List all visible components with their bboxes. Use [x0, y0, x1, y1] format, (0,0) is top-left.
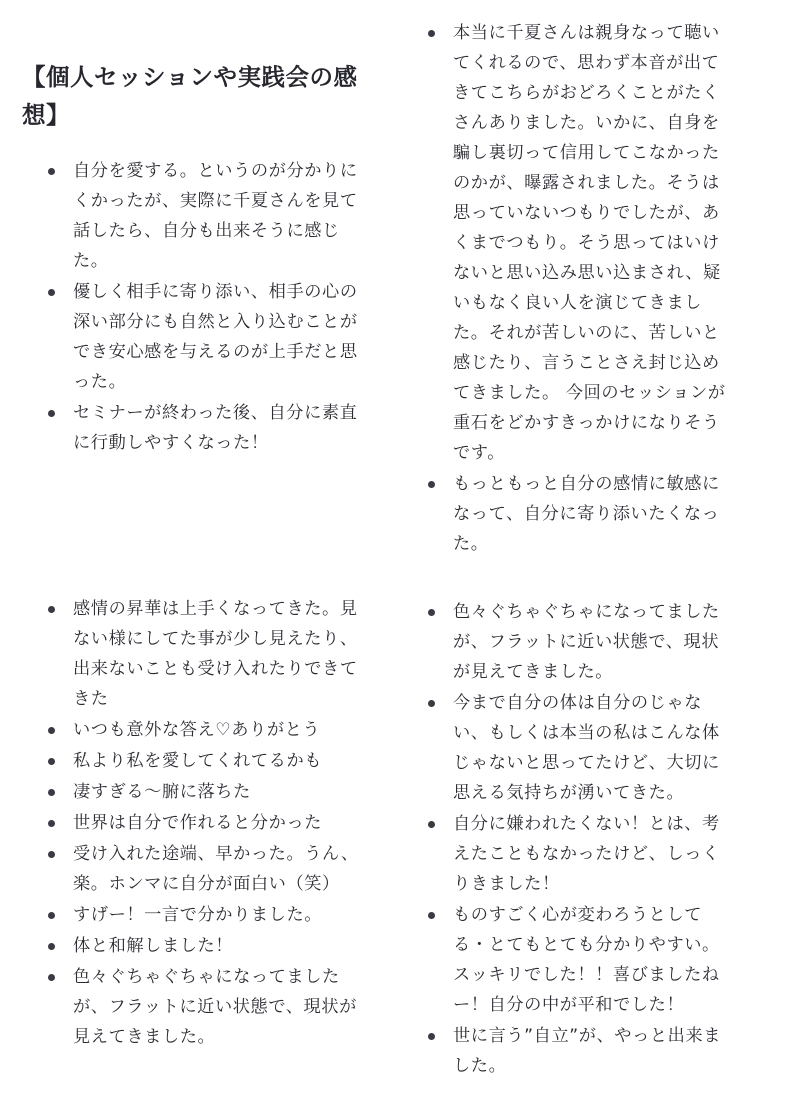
- list-item-text: 世に言う”自立”が、やっと出来ました。: [453, 1026, 722, 1076]
- list-item-text: ものすごく心が変わろうとしてる・とてもとても分かりやすい。スッキリでした！！喜びましたねー！自分の中が平和でした！: [453, 905, 720, 1015]
- top-right-testimonials: [426, 18, 726, 560]
- bullet-icon: [48, 289, 55, 296]
- bullet-icon: [48, 727, 55, 734]
- list-item-text: 世界は自分で作れると分かった: [73, 813, 323, 833]
- list-item: [426, 688, 726, 808]
- bullet-icon: [428, 912, 435, 919]
- bullet-icon: [48, 851, 55, 858]
- bullet-icon: [48, 410, 55, 417]
- bottom-left-testimonials: [46, 594, 361, 1053]
- list-item-text: 私より私を愛してくれてるかも: [73, 751, 323, 771]
- testimonial-list: [46, 594, 361, 1052]
- list-item-text: 本当に千夏さんは親身なって聴いてくれるので、思わず本音が出てきてこちらがおどろくことがたくさんありました。いかに、自身を騙し裏切って信用してこなかったのかが、曝露されました。そうは思っていないつもりでしたが、あくまでつもり。そう思ってはいけないと思い込み思い込まされ、疑いもなく良い人を演じてきました。それが苦しいのに、苦しいと感じたり、言うことさえ封じ込めてきました。 今回のセッションが重石をどかすきっかけになりそうです。: [453, 23, 726, 463]
- list-item: [46, 398, 362, 458]
- bullet-icon: [48, 943, 55, 950]
- bullet-icon: [428, 609, 435, 616]
- list-item-text: セミナーが終わった後、自分に素直に行動しやすくなった！: [73, 403, 358, 453]
- list-item-text: 体と和解しました！: [73, 936, 234, 956]
- list-item: [46, 715, 361, 745]
- bottom-right-testimonials: [426, 597, 726, 1082]
- testimonial-list: [22, 156, 362, 458]
- bullet-icon: [48, 789, 55, 796]
- list-item: [426, 809, 726, 899]
- list-item-text: 今まで自分の体は自分のじゃない、もしくは本当の私はこんな体じゃないと思ってたけど、大切に思える気持ちが湧いてきた。: [453, 693, 720, 803]
- list-item: [426, 900, 726, 1020]
- list-item: [46, 746, 361, 776]
- list-item-text: 自分に嫌われたくない！とは、考えたこともなかったけど、しっくりきました！: [453, 814, 720, 894]
- list-item: [46, 931, 361, 961]
- list-item-text: もっともっと自分の感情に敏感になって、自分に寄り添いたくなった。: [453, 474, 720, 554]
- bullet-icon: [428, 30, 435, 37]
- list-item-text: いつも意外な答え♡ありがとう: [73, 720, 321, 740]
- list-item-text: 感情の昇華は上手くなってきた。見ない様にしてた事が少し見えたり、出来ないことも受け入れたりできてきた: [73, 599, 358, 709]
- bullet-icon: [428, 700, 435, 707]
- list-item-text: 凄すぎる〜腑に落ちた: [73, 782, 251, 802]
- section-heading: 【個人セッションや実践会の感想】: [22, 63, 358, 129]
- list-item: [426, 597, 726, 687]
- bullet-icon: [48, 974, 55, 981]
- list-item: [46, 277, 362, 397]
- bullet-icon: [48, 758, 55, 765]
- list-item-text: すげー！一言で分かりました。: [73, 905, 323, 925]
- bullet-icon: [428, 481, 435, 488]
- list-item: [426, 18, 726, 468]
- list-item-text: 優しく相手に寄り添い、相手の心の深い部分にも自然と入り込むことができ安心感を与えるのが上手だと思った。: [73, 282, 358, 392]
- list-item: [46, 156, 362, 276]
- bullet-icon: [48, 168, 55, 175]
- list-item: [46, 962, 361, 1052]
- list-item-text: 受け入れた途端、早かった。うん、楽。ホンマに自分が面白い（笑）: [73, 844, 359, 894]
- bullet-icon: [428, 821, 435, 828]
- testimonial-list: [426, 18, 726, 559]
- bullet-icon: [48, 912, 55, 919]
- list-item: [46, 900, 361, 930]
- list-item: [46, 808, 361, 838]
- list-item: [46, 839, 361, 899]
- bullet-icon: [428, 1033, 435, 1040]
- list-item: [426, 469, 726, 559]
- list-item: [426, 1021, 726, 1081]
- top-left-testimonials: [22, 58, 362, 459]
- list-item-text: 色々ぐちゃぐちゃになってましたが、フラットに近い状態で、現状が見えてきました。: [73, 967, 357, 1047]
- testimonial-list: [426, 597, 726, 1081]
- bullet-icon: [48, 820, 55, 827]
- bullet-icon: [48, 606, 55, 613]
- list-item-text: 自分を愛する。というのが分かりにくかったが、実際に千夏さんを見て話したら、自分も出来そうに感じた。: [73, 161, 358, 271]
- list-item: [46, 777, 361, 807]
- list-item-text: 色々ぐちゃぐちゃになってましたが、フラットに近い状態で、現状が見えてきました。: [453, 602, 720, 682]
- list-item: [46, 594, 361, 714]
